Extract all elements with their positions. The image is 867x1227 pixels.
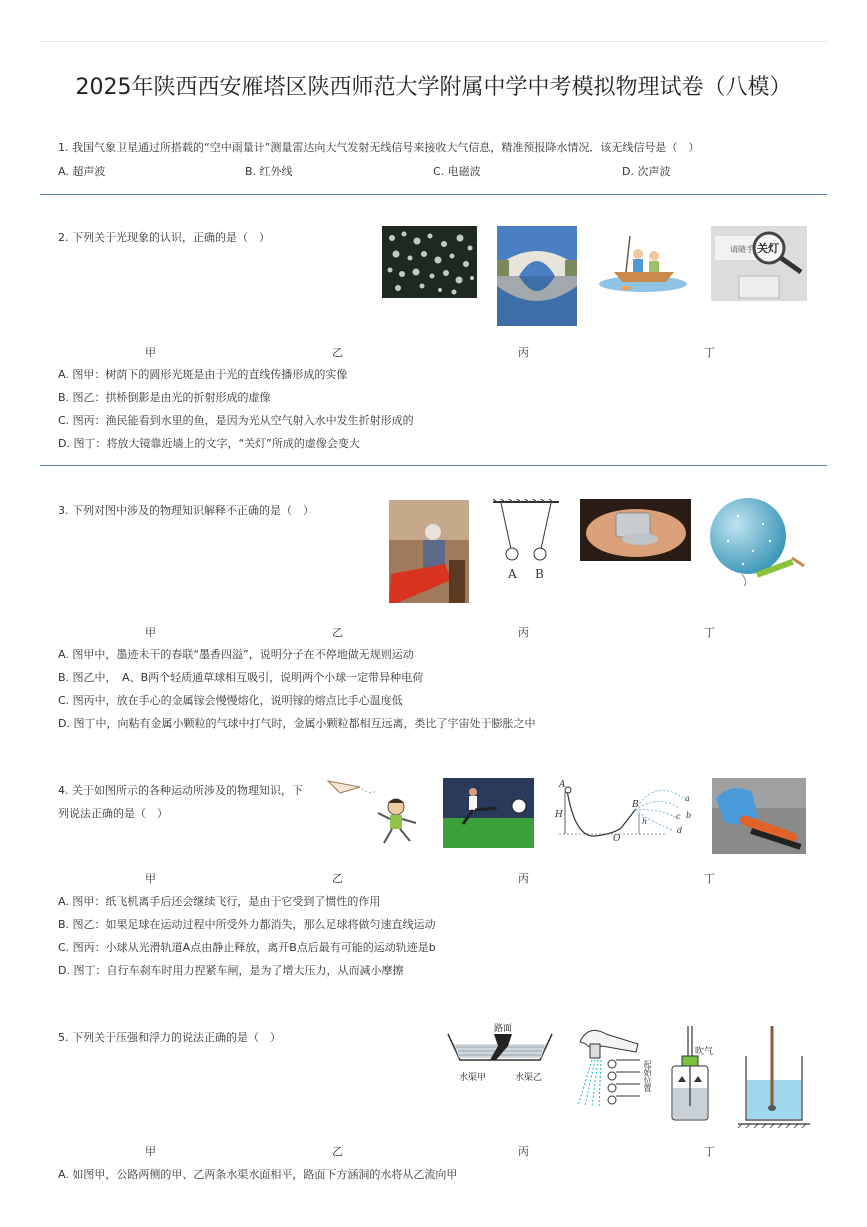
q5-figure-bottle [668,1026,712,1122]
q2-fig-label-1: 甲 [145,346,156,359]
q3-figure-pith-balls [491,499,561,584]
q5-figure-hairdryer [572,1024,640,1110]
q4-track-label-a-point: A [559,780,566,790]
q3-figure-balloon-pump [708,496,808,592]
q5-stem: 5. 下列关于压强和浮力的说法正确的是（ ） [58,1031,281,1044]
q2-fig-label-4: 丁 [704,346,715,359]
page-title: 2025年陕西西安雁塔区陕西师范大学附属中学中考模拟物理试卷（八模） [75,75,792,100]
q3-fig-label-2: 乙 [332,626,343,639]
q2-figure-fisherman [596,226,691,296]
q1-option-c[interactable]: C. 电磁波 [433,165,481,178]
q4-figure-paper-plane [326,777,426,849]
q3-option-a[interactable]: A. 图甲中，墨迹未干的春联“墨香四溢”，说明分子在不停地做无规则运动 [58,648,414,661]
q2-fig-label-3: 丙 [518,346,529,359]
question-divider [40,465,827,466]
q5-fig-label-4: 丁 [704,1145,715,1158]
top-divider [40,41,827,42]
q4-option-a[interactable]: A. 图甲：纸飞机离手后还会继续飞行，是由于它受到了惯性的作用 [58,895,381,908]
q4-track-label-a: a [685,794,690,803]
q2-stem: 2. 下列关于光现象的认识，正确的是（ ） [58,231,270,244]
q2-figure-magnifier-sign [711,226,807,301]
q4-fig-label-3: 丙 [518,872,529,885]
q1-option-a[interactable]: A. 超声波 [58,165,106,178]
q4-figure-soccer-player [443,778,534,848]
q3-ball-b-label: B [535,567,544,581]
q3-fig-label-4: 丁 [704,626,715,639]
q4-fig-label-4: 丁 [704,872,715,885]
q5-channel-a-label: 水渠甲 [459,1073,487,1083]
q4-track-label-b: b [686,811,692,820]
q3-option-b[interactable]: B. 图乙中， A、B两个轻质通草球相互吸引，说明两个小球一定带异种电荷 [58,671,424,684]
q5-figure-beaker-dropper [738,1026,810,1130]
q4-track-label-d: d [677,826,683,835]
q1-option-b[interactable]: B. 红外线 [245,165,293,178]
q4-option-c[interactable]: C. 图丙：小球从光滑轨道A点由静止释放，离开B点后最有可能的运动轨迹是b [58,941,436,954]
q5-road-label: 路面 [494,1024,513,1034]
q4-track-label-o: O [613,834,621,844]
q3-fig-label-1: 甲 [145,626,156,639]
q4-stem-line-2: 列说法正确的是（ ） [58,807,168,820]
q4-fig-label-2: 乙 [332,872,343,885]
q4-track-label-b-point: B [632,800,639,810]
q1-option-d[interactable]: D. 次声波 [622,165,671,178]
q3-ball-a-label: A [508,567,517,581]
q3-stem: 3. 下列对图中涉及的物理知识解释不正确的是（ ） [58,504,314,517]
q4-track-label-c: c [676,812,681,821]
q3-figure-gallium-hand [580,499,691,561]
q2-figure-shade-spots [382,226,477,298]
q2-option-a[interactable]: A. 图甲：树荫下的圆形光斑是由于光的直线传播形成的实像 [58,368,348,381]
q4-figure-track-diagram [555,778,695,848]
q2-sign-small-text: 请随手 [730,245,754,254]
q5-paper-label: 起始位置 [643,1060,652,1092]
q4-figure-bicycle-brake [712,778,806,854]
q3-fig-label-3: 丙 [518,626,529,639]
q2-figure-arch-bridge [497,226,577,326]
q5-blow-label: 吹气 [695,1047,714,1057]
question-divider [40,194,827,195]
q5-fig-label-3: 丙 [518,1145,529,1158]
q2-sign-text: 关灯 [757,242,779,255]
q4-option-b[interactable]: B. 图乙：如果足球在运动过程中所受外力都消失，那么足球将做匀速直线运动 [58,918,436,931]
q4-track-label-h-upper: H [555,810,563,820]
q5-fig-label-2: 乙 [332,1145,343,1158]
q2-option-c[interactable]: C. 图丙：渔民能看到水里的鱼，是因为光从空气射入水中发生折射形成的 [58,414,414,427]
q5-option-a[interactable]: A. 如图甲，公路两侧的甲、乙两条水渠水面相平，路面下方涵洞的水将从乙流向甲 [58,1168,458,1181]
q4-fig-label-1: 甲 [145,872,156,885]
q2-option-d[interactable]: D. 图丁：将放大镜靠近墙上的文字，“关灯”所成的虚像会变大 [58,437,360,450]
q2-fig-label-2: 乙 [332,346,343,359]
q3-option-c[interactable]: C. 图丙中，放在手心的金属镓会慢慢熔化，说明镓的熔点比手心温度低 [58,694,403,707]
q5-fig-label-1: 甲 [145,1145,156,1158]
q5-channel-b-label: 水渠乙 [515,1073,543,1083]
q4-option-d[interactable]: D. 图丁：自行车刹车时用力捏紧车闸，是为了增大压力，从而减小摩擦 [58,964,404,977]
q2-option-b[interactable]: B. 图乙：拱桥倒影是由光的折射形成的虚像 [58,391,271,404]
q1-stem: 1. 我国气象卫星通过所搭载的“空中雨量计”测量雷达向大气发射无线信号来接收大气信息，精准预报降水情况．该无线信号是（ ） [58,141,700,154]
q3-figure-calligraphy [389,500,469,603]
q3-option-d[interactable]: D. 图丁中，向粘有金属小颗粒的气球中打气时，金属小颗粒都相互远离，类比了宇宙处于膨胀之中 [58,717,536,730]
q4-stem-line-1: 4. 关于如图所示的各种运动所涉及的物理知识，下 [58,784,303,797]
q4-track-label-h-lower: h [642,817,648,826]
